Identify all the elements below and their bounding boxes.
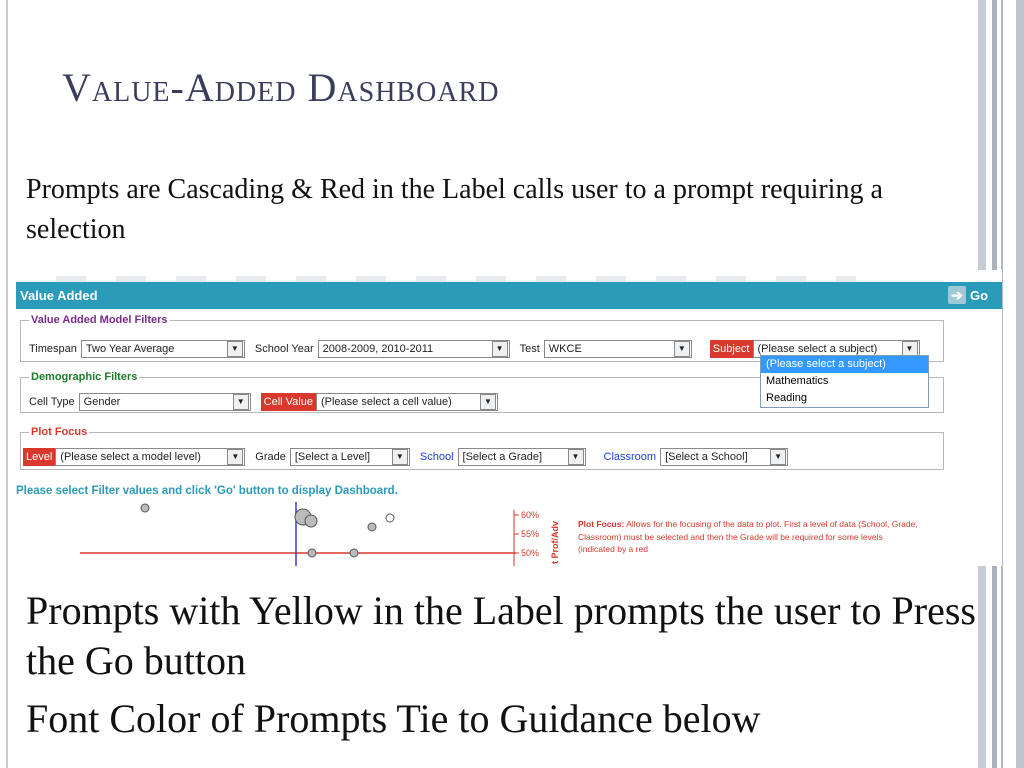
cell-type-value: Gender [83,396,121,408]
level-label: Level [23,448,55,466]
classroom-label: Classroom [603,451,657,463]
yellow-prompt-note: Prompts with Yellow in the Label prompts the user to Press the Go button [26,588,976,683]
y-tick-label: 55% [521,529,540,539]
bottom-description [26,586,986,744]
subject-label: Subject [710,340,753,358]
subject-value: (Please select a subject) [757,343,878,355]
school-year-value: 2008-2009, 2010-2011 [322,343,434,355]
go-label: Go [970,287,989,303]
chevron-down-icon[interactable]: ▼ [568,449,584,465]
grade-label: Grade [255,451,286,463]
plot-focus-row [23,448,788,466]
instructions-text: Please select Filter values and click 'Go' button to display Dashboard. [16,485,398,497]
grade-select[interactable] [290,448,410,466]
cell-value-value: (Please select a cell value) [320,396,452,408]
cell-type-select[interactable] [79,393,251,411]
timespan-label: Timespan [29,343,77,355]
data-point [141,504,149,512]
subject-option[interactable]: Reading [766,392,807,404]
chevron-down-icon[interactable]: ▼ [770,449,786,465]
data-point [368,523,376,531]
level-select[interactable] [55,448,245,466]
chevron-down-icon[interactable]: ▼ [674,341,690,357]
data-point [386,514,394,522]
guidance-text: Allows for the focusing of the data to plot. First a level of data (School, Grade, Classroom) must be selected and then the Grade will be required for some levels (indicated by a red [578,519,918,554]
arrow-right-icon: ➔ [948,286,966,304]
chevron-down-icon[interactable]: ▼ [233,394,249,410]
plot-guidance [578,518,918,556]
slide-title: Value-Added Dashboard [62,65,500,110]
top-description: Prompts are Cascading & Red in the Label calls user to a prompt requiring a selection [26,174,883,245]
school-year-label: School Year [254,343,314,355]
level-value: (Please select a model level) [60,451,201,463]
classroom-select[interactable] [660,448,788,466]
app-header [16,282,1002,309]
timespan-select[interactable] [81,340,245,358]
data-point [350,549,358,557]
school-value: [Select a Grade] [462,451,543,463]
decorative-bar [1016,0,1024,768]
chevron-down-icon[interactable]: ▼ [392,449,408,465]
cell-value-select[interactable] [316,393,498,411]
page-border [6,0,8,768]
timespan-value: Two Year Average [85,343,175,355]
app-title: Value Added [20,288,98,303]
school-label: School [419,451,454,463]
cell-value-label: Cell Value [261,393,316,411]
plot-focus-group [20,426,944,470]
font-color-note: Font Color of Prompts Tie to Guidance below [26,696,761,741]
data-point [308,549,316,557]
cell-type-label: Cell Type [29,396,75,408]
go-button[interactable] [948,285,988,305]
chevron-down-icon[interactable]: ▼ [480,394,496,410]
school-year-select[interactable] [318,340,510,358]
test-select[interactable] [544,340,692,358]
plot-focus-legend: Plot Focus [31,426,88,438]
y-tick-label: 50% [521,548,540,558]
subject-option[interactable]: Mathematics [766,375,829,387]
test-label: Test [519,343,540,355]
chevron-down-icon[interactable]: ▼ [902,341,918,357]
dashboard-screenshot [16,270,1002,566]
classroom-value: [Select a School] [665,451,748,463]
subject-option[interactable]: (Please select a subject) [761,356,928,373]
chevron-down-icon[interactable]: ▼ [227,341,243,357]
demographic-filters-row [29,393,498,411]
demographic-filters-legend: Demographic Filters [31,371,138,383]
grade-value: [Select a Level] [294,451,371,463]
chevron-down-icon[interactable]: ▼ [227,449,243,465]
chevron-down-icon[interactable]: ▼ [492,341,508,357]
y-axis-label: t Prof/Adv [550,520,560,564]
test-value: WKCE [548,343,582,355]
guidance-title: Plot Focus: [578,519,625,529]
model-filters-legend: Value Added Model Filters [31,314,168,326]
data-point [305,515,317,527]
y-tick-label: 60% [521,510,540,520]
subject-dropdown-list [760,355,929,408]
school-select[interactable] [458,448,586,466]
